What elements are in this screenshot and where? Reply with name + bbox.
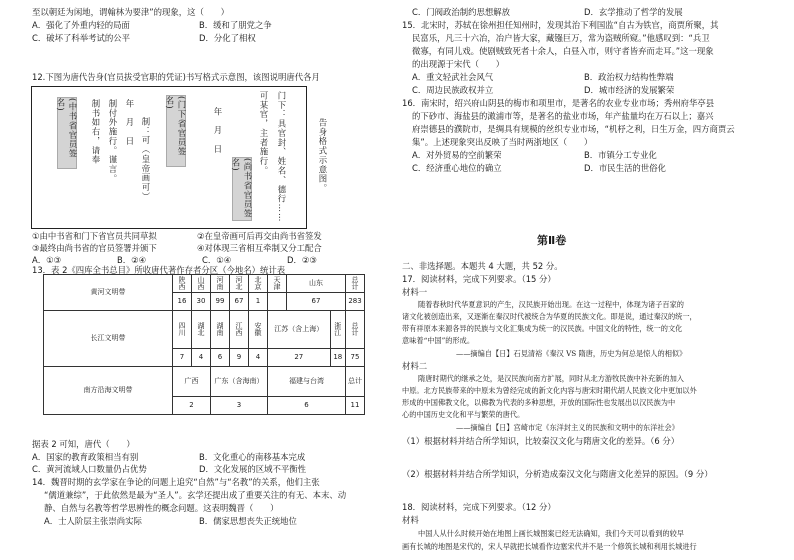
q11-option-a: A．强化了外重内轻的局面 xyxy=(32,20,130,30)
q14-line-2: “儒道兼综”，于此依然是最为“圣人”。玄学还提出成了重要关注的有无、本末、动 xyxy=(44,490,347,500)
q12-choice-d: D．②③ xyxy=(287,255,317,265)
region-southern-coast: 南方沿海文明带 xyxy=(44,367,173,415)
td: 75 xyxy=(346,349,365,367)
q15-line-4: 的出现源于宋代（ ） xyxy=(412,59,505,69)
td: 11 xyxy=(346,397,365,415)
menxia-signature-box: (门下省官员签名) xyxy=(166,95,186,167)
th: 湖北 xyxy=(197,321,205,336)
q11-option-d: D．分化了相权 xyxy=(199,33,256,43)
material-2-label: 材料二 xyxy=(402,361,428,371)
material-label: 材料 xyxy=(402,515,419,525)
q17-part-2: （2）根据材料并结合所学知识，分析造成秦汉文化与隋唐文化差异的原因。（9 分） xyxy=(402,469,713,479)
q16-line-1: 16．南宋时，绍兴府山阴县的梅市和项里市，是著名的农业专业市场；秀州府华亭县 xyxy=(402,98,715,108)
td: 6 xyxy=(268,397,346,415)
material-1-source: ——摘编自【日】石見清裕《秦汉 VS 隋唐，历史为何总是惊人的相似》 xyxy=(456,349,687,358)
th: 广西 xyxy=(173,367,211,397)
q16-line-2: 的下砂市、海盐县的澉浦市等，是著名的盐业市场，年产盐量均在万石以上；嘉兴 xyxy=(412,111,714,121)
td: 16 xyxy=(173,293,192,311)
th: 江西 xyxy=(235,321,243,336)
td: 6 xyxy=(211,349,230,367)
q15-line-1: 15．北宋时，苏轼在徐州担任知州时，发现其治下利国监“自古为铁官，商贾所聚，其 xyxy=(402,20,719,30)
q12-statement-4: ④对体现三省相互牵制又分工配合 xyxy=(197,243,322,253)
material-1-line-4: 意味着“中国”的形成。 xyxy=(402,336,475,345)
th: 总计 xyxy=(346,367,365,397)
q17-heading: 17．阅读材料，完成下列要求。（15 分） xyxy=(402,274,556,284)
td: 67 xyxy=(287,293,346,311)
q12-choice-c: C．①④ xyxy=(202,255,232,265)
material-2-source: ——摘编自【日】宫崎市定《东洋封主义的民族和文明中的东洋社会》 xyxy=(456,423,679,432)
q14-option-b: B．儒家思想丧失正统地位 xyxy=(199,516,297,526)
td: 18 xyxy=(330,349,345,367)
material-1-label: 材料一 xyxy=(402,287,428,297)
th: 天津 xyxy=(273,275,281,290)
th: 安徽 xyxy=(254,321,262,336)
th: 江苏（含上海） xyxy=(268,311,331,349)
q15-line-2: 民富乐，凡三十六冶，冶户皆大家，藏镪巨万，常为盗贼所窥。”他感叹到：“兵卫 xyxy=(412,33,710,43)
q16-line-4: 集”。上述现象突出反映了当时两浙地区（ ） xyxy=(412,137,593,147)
q16-option-d: D．市民生活的世俗化 xyxy=(584,163,666,173)
part-2-title: 第Ⅱ卷 xyxy=(537,234,567,247)
fig-caption: 告身格式示意图。 xyxy=(318,118,328,194)
q14-option-c: C．门阀政治制约思想解放 xyxy=(412,7,510,17)
material-1-line-2: 诸文化被创造出来，又逐渐在秦汉时代被统合为华夏的民族文化。即是说，通过秦汉的统一， xyxy=(402,312,697,321)
q14-option-a: A．士人阶层主张崇尚实际 xyxy=(44,516,142,526)
region-yangtze: 长江文明带 xyxy=(44,311,173,367)
tang-works-table xyxy=(43,274,365,415)
q17-part-1: （1）根据材料并结合所学知识，比较秦汉文化与隋唐文化的差异。（6 分） xyxy=(402,436,680,446)
td: 2 xyxy=(173,397,211,415)
q11-option-c: C．破坏了科举考试的公平 xyxy=(32,33,130,43)
zhongshu-signature-box: (中书省官员签名) xyxy=(57,97,77,169)
gaoshen-format-diagram xyxy=(31,86,307,229)
q18-heading: 18．阅读材料，完成下列要求。（12 分） xyxy=(402,502,556,512)
q13-stem: 13．表 2《四库全书总目》所收唐代著作存者分区（今地名）统计表 xyxy=(32,265,286,275)
q12-statement-1: ①由中书省和门下省官员共同草拟 xyxy=(32,231,157,241)
td: 9 xyxy=(230,349,249,367)
th: 山东 xyxy=(287,275,346,293)
th: 广东（含海南） xyxy=(211,367,268,397)
material-1-line-3: 带有祥原本来源各异的民族与文化汇集成为统一的汉民族。中国文化的特性，统一的文化 xyxy=(402,324,683,333)
th: 总计 xyxy=(351,275,359,290)
th: 浙江 xyxy=(333,321,342,336)
fig-col-d: 制：可（皇帝画可） xyxy=(141,117,151,202)
q12-stem: 12.下图为唐代告身(官员拔受官职的凭证)书写格式示意图，该图说明唐代各月 xyxy=(32,72,320,82)
td: 4 xyxy=(249,349,268,367)
q14-option-d: D．玄学推动了哲学的发展 xyxy=(584,7,683,17)
q15-line-3: 微寡，有同儿戏。使剧贼致死者十余人，白昼入市，则守者皆弃而走耳。”这一现象 xyxy=(412,46,714,56)
q11-option-b: B．缓和了朋党之争 xyxy=(199,20,272,30)
td: 30 xyxy=(192,293,211,311)
td: 4 xyxy=(192,349,211,367)
td: 99 xyxy=(211,293,230,311)
material-2-line-4: 心的中国历史文化和平与繁荣的唐代。 xyxy=(402,410,525,419)
q15-option-d: D．城市经济的发展繁荣 xyxy=(584,85,675,95)
q15-option-b: B．政治权力结构性弊端 xyxy=(584,72,674,82)
fig-col-e: 门下：具官封、姓名、德行…… xyxy=(277,91,287,223)
q12-statement-3: ③最终由尚书省的官员签署并颁下 xyxy=(32,243,157,253)
q16-option-a: A．对外贸易的空前繁荣 xyxy=(412,150,502,160)
th: 福建与台湾 xyxy=(268,367,346,397)
q12-choice-b: B．②④ xyxy=(117,255,147,265)
region-yellow-river: 黄河文明带 xyxy=(44,275,173,311)
th: 北京 xyxy=(254,275,262,290)
th: 总计 xyxy=(351,321,359,336)
td xyxy=(268,293,287,311)
fig-col-b: 制付外施行。谨言。 xyxy=(108,99,118,184)
th: 河南 xyxy=(216,275,224,290)
q12-choice-a: A．①③ xyxy=(32,255,62,265)
material-2-line-3: 形成的中国佛教文化，以佛教为代表的多种思想，开放的国际性也发展出以汉民族为中 xyxy=(402,398,676,407)
material-2-line-2: 中原。北方民族带来的中原未为曾经完成的新文化内容与唐宋时期代胡人民族文化中更加以外 xyxy=(402,386,697,395)
material-1-line-1: 随着春秋时代华夏意识的产生，汉民族开始出现。在这一过程中，体现为诸子百家的 xyxy=(418,300,684,309)
material-line-1: 中国人从什么时候开始在地图上画长城图案已经无法确知，我们今天可以看到的较早 xyxy=(418,529,684,538)
material-line-2: 画有长城的地图是宋代的，宋人早就把长城看作边塞宋代并不是一个修筑长城和利用长城进行 xyxy=(402,542,697,551)
q14-line-3: 静、自然与名教等哲学思辨性的概念问题。这表明魏晋（ ） xyxy=(44,503,279,513)
q16-line-3: 府崇德县的濮院市，是绸具有规模的丝织专业市场，“机杼之利，日生万金，四方商贾云 xyxy=(412,124,735,134)
th: 四川 xyxy=(178,321,186,336)
q14-line-1: 14．魏晋时期的玄学家在争论的问题上追究“自然”与“名教”的关系，他们主张 xyxy=(32,477,320,487)
q13-lead: 据表 2 可知，唐代（ ） xyxy=(32,439,135,449)
fig-col-f: 可某官，主者施行。 xyxy=(259,91,269,176)
th: 山西 xyxy=(197,275,205,290)
th: 河北 xyxy=(235,275,243,290)
q15-option-c: C．周边民族政权并立 xyxy=(412,85,494,95)
td: 67 xyxy=(230,293,249,311)
section-2-heading: 二、非选择题。本题共 4 大题，共 52 分。 xyxy=(402,261,563,271)
th: 陕西 xyxy=(178,275,186,290)
q12-statement-2: ②在皇帝画可后再交由尚书省签发 xyxy=(197,231,322,241)
td: 7 xyxy=(173,349,192,367)
right-column xyxy=(402,0,762,560)
th: 湖南 xyxy=(216,321,224,336)
td: 3 xyxy=(211,397,268,415)
td: 283 xyxy=(346,293,365,311)
td: 27 xyxy=(268,349,331,367)
q13-option-c: C．黄河流域人口数量仍占优势 xyxy=(32,464,147,474)
material-2-line-1: 隋唐时期代的继承之处，是汉民族向南方扩展，同时从北方游牧民族中补充新的加入 xyxy=(418,374,684,383)
q15-option-a: A．重文轻武社会风气 xyxy=(412,72,494,82)
td: 1 xyxy=(249,293,268,311)
q11-tail: 至以朝廷为闲地，谓翰林为要津”的现象，这（ ） xyxy=(32,7,229,17)
q16-option-c: C．经济重心地位的确立 xyxy=(412,163,502,173)
fig-col-c: 年 月 日 xyxy=(125,99,135,146)
fig-col-g: 年 月 日 xyxy=(213,107,223,154)
q16-option-b: B．市镇分工专业化 xyxy=(584,150,657,160)
q13-option-a: A．国家的教育政策相当有别 xyxy=(32,452,139,462)
fig-col-a: 制书如右，请奉 xyxy=(91,99,101,165)
q13-option-d: D．文化发展的区域不平衡性 xyxy=(199,464,306,474)
shangshu-signature-box: (尚书省官员签名) xyxy=(232,157,252,221)
q13-option-b: B．文化重心的南移基本完成 xyxy=(199,452,306,462)
